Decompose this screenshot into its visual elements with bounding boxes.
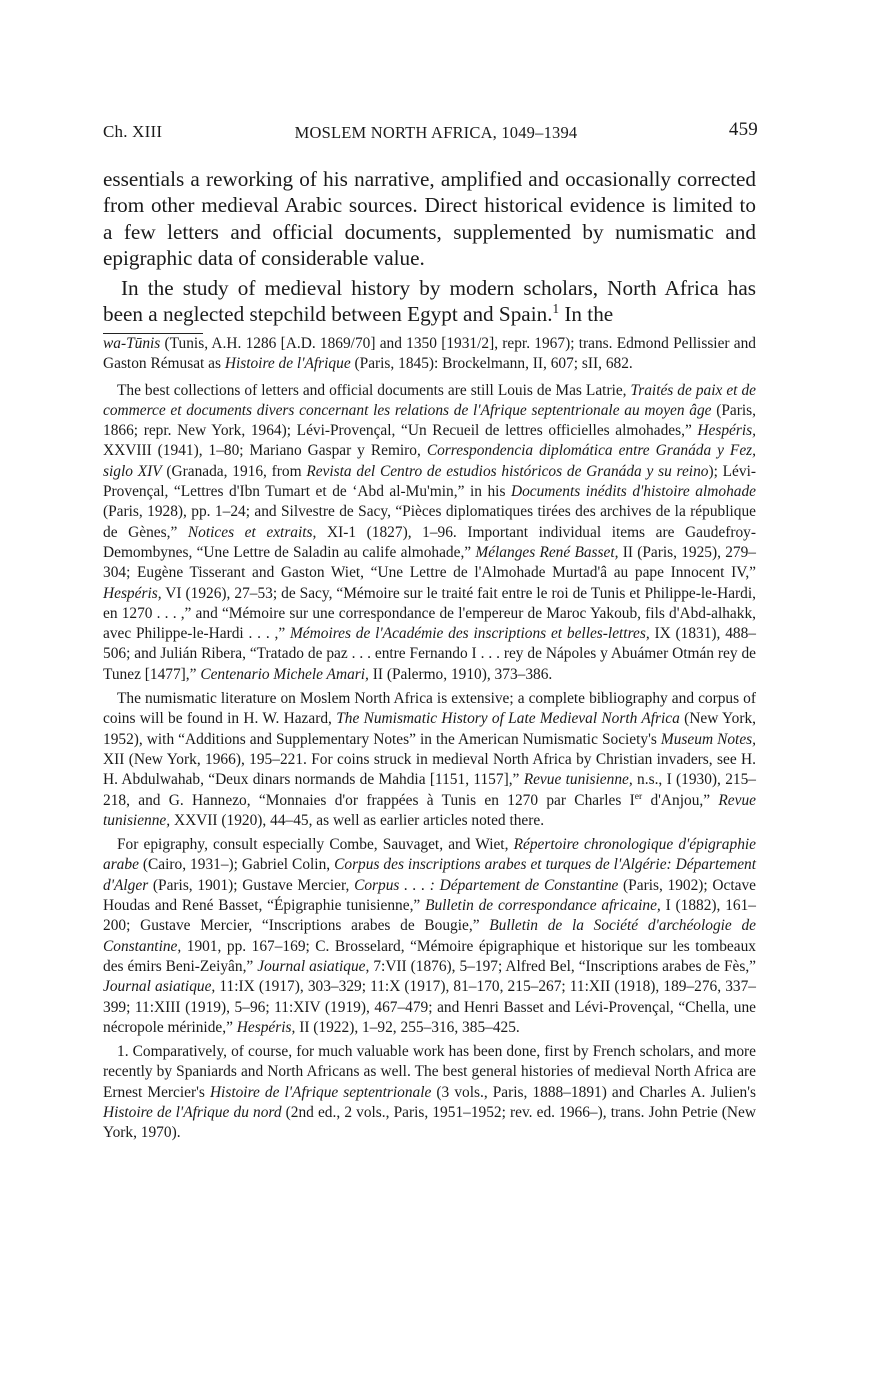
citation-title: Histoire de l'Afrique septentrionale [209,1083,432,1101]
note-text: (3 vols., Paris, 1888–1891) and Charles A. Julien's [431,1083,757,1101]
citation-title: Correspondencia diplomática entre Granáda y Fez, siglo XIV [103,442,756,480]
citation-title: Revue tunisienne, [103,791,756,829]
citation-title: Museum Notes, [660,730,756,748]
note-text: d'Anjou,” [642,791,719,809]
note-text: (Cairo, 1931–); Gabriel Colin, [138,856,335,874]
note-text: (Paris, 1845): Brockelmann, II, 607; sII, 682. [350,355,633,373]
note-lead-term: wa-Tūnis [103,335,161,352]
paragraph-1: essentials a reworking of his narrative, amplified and occasionally corrected from other medieval Arabic sources. Direct historical evidence is limited to a few letters and official documents, supplemented by numismatic and epigraphic data of considerable value. [103,167,756,271]
note-text: (New York, 1952), with “Additions and Supplementary Notes” in the American Numismatic Society's [103,710,756,748]
note-text: (Granada, 1916, from [161,462,307,480]
note-text: XII (New York, 1966), 195–221. For coins struck in medieval North Africa by Christian invaders, see H. H. Abdulwahab, “Deux dinars normands de Mahdia [1151, 1157],” [103,750,756,789]
citation-title: Bulletin de la Société d'archéologie de Constantine, [103,917,756,955]
main-text [103,166,756,327]
note-text: XXVIII (1941), 1–80; Mariano Gaspar y Remiro, [103,442,427,460]
note-epigraphy [103,835,756,1038]
superscript: er [634,790,643,802]
note-text: ); Lévi-Provençal, “Lettres d'Ibn Tumart et de ‘Abd al-Mu'min,” in his [103,462,756,501]
citation-title: Hespéris, [697,422,756,440]
note-text: The best collections of letters and official documents are still Louis de Mas Latrie, [117,381,631,399]
note-text: 1. Comparatively, of course, for much valuable work has been done, first by French scholars, and more recently by Spaniards and North Africans as well. The best general histories of medieval North Africa are Ernest Mercier's [103,1043,756,1101]
note-letters [103,381,756,685]
citation-title: Hespéris, [103,584,162,602]
note-text: 7:VII (1876), 5–197; Alfred Bel, “Inscriptions arabes de Fès,” [369,957,757,975]
citation-title: Centenario Michele Amari, [200,665,369,683]
note-text: II (Paris, 1925), 279–304; Eugène Tisserant and Gaston Wiet, “Une Lettre de l'Almohade Murtad'â au pape Innocent IV,” [103,543,756,582]
citation-title: Journal asiatique, [257,957,370,975]
note-text: (Paris, 1866; repr. New York, 1964); Lévi-Provençal, “Un Recueil de lettres officielles almohades,” [103,401,756,440]
paragraph-2-text: In the study of medieval history by modern scholars, North Africa has been a neglected stepchild between Egypt and Spain. [103,275,756,327]
note-text: (Paris, 1901); Gustave Mercier, [148,876,355,894]
note-text: The numismatic literature on Moslem North Africa is extensive; a complete bibliography and corpus of coins will be found in H. W. Hazard, [103,690,756,728]
citation-title: Mémoires de l'Académie des inscriptions et belles-lettres, [289,625,650,643]
footnote-1 [103,1042,756,1143]
note-text: XXVII (1920), 44–45, as well as earlier articles noted there. [170,811,545,829]
page-number: 459 [728,119,758,140]
note-continuation [103,334,756,375]
citation-title: Hespéris, [236,1018,296,1036]
note-text: n.s., I (1930), 215–218, and G. Hannezo, “Monnaies d'or frappées à Tunis en 1270 par Charles I [103,771,757,809]
citation-title: Mélanges René Basset, [475,543,619,561]
note-text: For epigraphy, consult especially Combe, Sauvaget, and Wiet, [117,836,514,854]
note-text: VI (1926), 27–53; de Sacy, “Mémoire sur le traité fait entre le roi de Tunis et Philippe-le-Hardi, en 1270 . . . ,” and “Mémoire sur une correspondance de l'empereur de Maroc Yakoub, fils d'Abd-alhakk, avec Philippe-le-Hardi . . . ,” [103,584,756,643]
citation-title: Répertoire chronologique d'épigraphie arabe [103,836,756,874]
note-text: I (1882), 161–200; Gustave Mercier, “Inscriptions arabes de Bougie,” [103,897,756,935]
citation-title: Corpus des inscriptions arabes et turques de l'Algérie: Département d'Alger [103,856,756,894]
footnote-ref-1: 1 [552,300,560,316]
footnotes [103,334,756,1144]
note-text: (Paris, 1928), pp. 1–24; and Silvestre de Sacy, “Pièces diplomatiques tirées des archives de la république de Gènes,” [103,503,756,541]
note-italic: Histoire de l'Afrique [224,355,351,373]
note-text: (Tunis, A.H. 1286 [A.D. 1869/70] and 1350 [1931/2], repr. 1967); trans. Edmond Pellissier and Gaston Rémusat as [103,335,756,373]
citation-title: Bulletin de correspondance africaine, [425,897,661,915]
note-text: IX (1831), 488–506; and Julián Ribera, “Tratado de paz . . . entre Fernando I . . . rey de Nápoles y Abuámer Otmán rey de Tunez [1477],” [103,625,756,683]
note-text: XI-1 (1827), 1–96. Important individual items are Gaudefroy-Demombynes, “Une Lettre de Saladin au calife almohade,” [103,523,756,561]
citation-title: Corpus . . . : Département de Constantine [354,876,619,894]
note-text: II (1922), 1–92, 255–316, 385–425. [295,1018,520,1036]
citation-title: Traités de paix et de commerce et documents divers concernant les relations de l'Afrique septentrionale au moyen âge [103,381,756,419]
citation-title: Documents inédits d'histoire almohade [510,483,756,501]
citation-title: Revista del Centro de estudios históricos de Granáda y su reino [306,462,709,480]
note-text: 1901, pp. 167–169; C. Brosselard, “Mémoire épigraphique et historique sur les tombeaux des émirs Beni-Zeiyân,” [103,937,756,975]
note-text: II (Palermo, 1910), 373–386. [368,665,553,683]
note-numismatics [103,689,756,831]
chapter-label: Ch. XIII [103,122,163,141]
running-title: MOSLEM NORTH AFRICA, 1049–1394 [294,123,578,142]
citation-title: Journal asiatique, [103,978,216,996]
paragraph-2-tail: In the [559,302,614,327]
paragraph-2 [103,275,756,328]
citation-title: Notices et extraits, [187,523,317,541]
note-text: (Paris, 1902); Octave Houdas and René Basset, “Épigraphie tunisienne,” [103,876,757,915]
note-text: (2nd ed., 2 vols., Paris, 1951–1952; rev. ed. 1966–), trans. John Petrie (New York, 1970). [103,1103,756,1142]
citation-title: Histoire de l'Afrique du nord [103,1103,282,1121]
citation-title: Revue tunisienne, [523,771,633,789]
note-text: 11:IX (1917), 303–329; 11:X (1917), 81–170, 215–267; 11:XII (1918), 189–276, 337–399; 11:XIII (1919), 5–96; 11:XIV (1919), 467–479; and Henri Basset and Lévi-Provençal, “Chella, une nécropole mérinide,” [103,978,756,1036]
citation-title: The Numismatic History of Late Medieval North Africa [336,710,680,728]
